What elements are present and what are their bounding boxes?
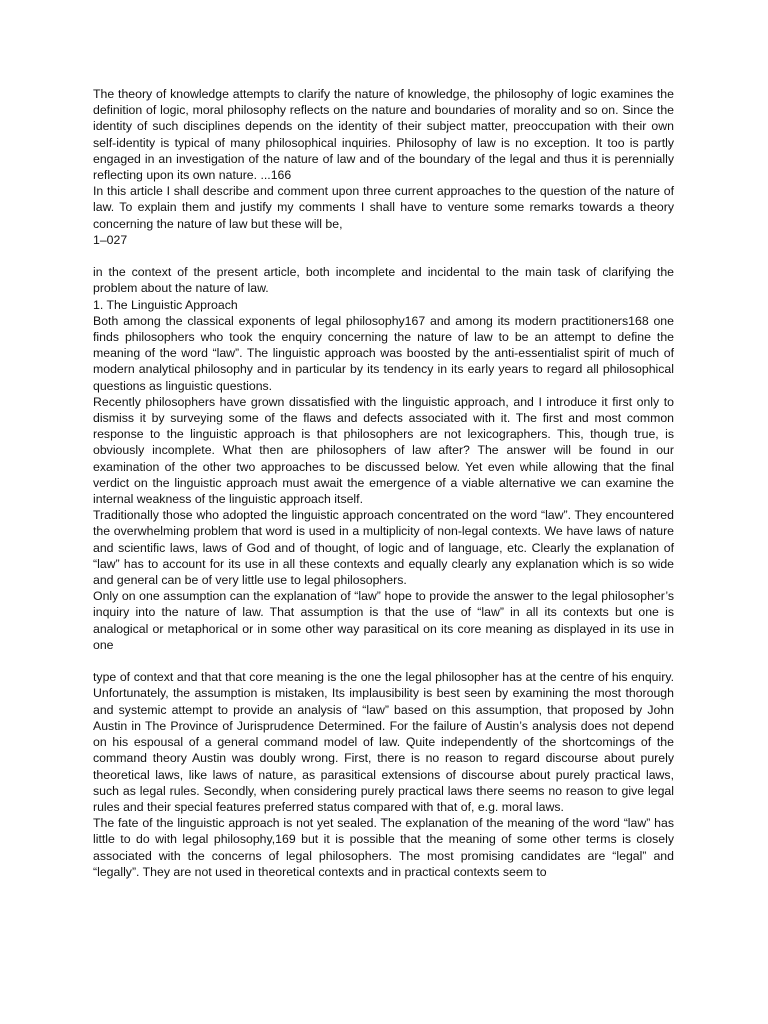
paragraph-traditional-approach: Traditionally those who adopted the linguistic approach concentrated on the word “law”. They encountered the overwhelming problem that word is used in a multiplicity of non-legal contexts. We have laws of nature and scientific laws, laws of God and of thought, of logic and of language, etc. Clearly the explanation of “law” has to account for its use in all these contexts and equally clearly any explanation which is so wide and general can be of very little use to legal philosophers. <box>93 508 674 588</box>
page-marker: 1–027 <box>93 232 128 247</box>
paragraph-context: in the context of the present article, both incomplete and incidental to the main task of clarifying the problem about the nature of law. <box>93 265 674 296</box>
paragraph-fate: The fate of the linguistic approach is not yet sealed. The explanation of the meaning of the word “law” has little to do with legal philosophy,169 but it is possible that the meaning of some other terms is closely associated with the concerns of legal philosophers. The most promising candidates are “legal” and “legally”. They are not used in theoretical contexts and in practical contexts seem to <box>93 816 674 879</box>
section-heading: 1. The Linguistic Approach <box>93 297 238 312</box>
paragraph-dissatisfaction: Recently philosophers have grown dissatisfied with the linguistic approach, and I introduce it first only to dismiss it by surveying some of the flaws and defects associated with it. The first and most common response to the linguistic approach is that philosophers are not lexicographers. This, though true, is obviously incomplete. What then are philosophers of law after? The answer will be found in our examination of the other two approaches to be discussed below. Yet even while allowing that the final verdict on the linguistic approach must await the emergence of a viable alternative we can examine the internal weakness of the linguistic approach itself. <box>93 394 674 507</box>
paragraph-one-assumption: Only on one assumption can the explanation of “law” hope to provide the answer to the legal philosopher’s inquiry into the nature of law. That assumption is that the use of “law” in all its contexts but one is analogical or metaphorical or in some other way parasitical on its core meaning as displayed in its use in one <box>93 589 674 652</box>
paragraph-classical-exponents: Both among the classical exponents of legal philosophy167 and among its modern practitioners168 one finds philosophers who took the enquiry concerning the nature of law to be an attempt to define the meaning of the word “law”. The linguistic approach was boosted by the anti-essentialist spirit of much of modern analytical philosophy and in particular by its tendency in its early years to regard all philosophical questions as linguistic questions. <box>93 313 674 393</box>
page-break-spacer <box>93 248 674 264</box>
paragraph-article-overview: In this article I shall describe and comment upon three current approaches to the question of the nature of law. To explain them and justify my comments I shall have to venture some remarks towards a theory concerning the nature of law but these will be, <box>93 184 674 231</box>
paragraph-core-meaning: type of context and that that core meaning is the one the legal philosopher has at the centre of his enquiry. Unfortunately, the assumption is mistaken, Its implausibility is best seen by examining the most thorough and systemic attempt to provide an analysis of “law” based on this assumption, that proposed by John Austin in The Province of Jurisprudence Determined. For the failure of Austin’s analysis does not depend on his espousal of a general command model of law. Quite independently of the shortcomings of the command theory Austin was doubly wrong. First, there is no reason to regard discourse about purely theoretical laws, like laws of nature, as parasitical extensions of discourse about purely practical laws, such as legal rules. Secondly, when considering purely practical laws there seems no reason to give legal rules and their special features preferred status compared with that of, e.g. moral laws. <box>93 670 674 814</box>
paragraph-intro: The theory of knowledge attempts to clarify the nature of knowledge, the philosophy of logic examines the definition of logic, moral philosophy reflects on the nature and boundaries of morality and so on. Since the identity of such disciplines depends on the identity of their subject matter, preoccupation with their own self-identity is typical of many philosophical inquiries. Philosophy of law is no exception. It too is partly engaged in an investigation of the nature of law and of the boundary of the legal and thus it is perennially reflecting upon its own nature. ...166 <box>93 87 674 183</box>
document-page <box>93 86 674 880</box>
page-break-spacer <box>93 653 674 669</box>
